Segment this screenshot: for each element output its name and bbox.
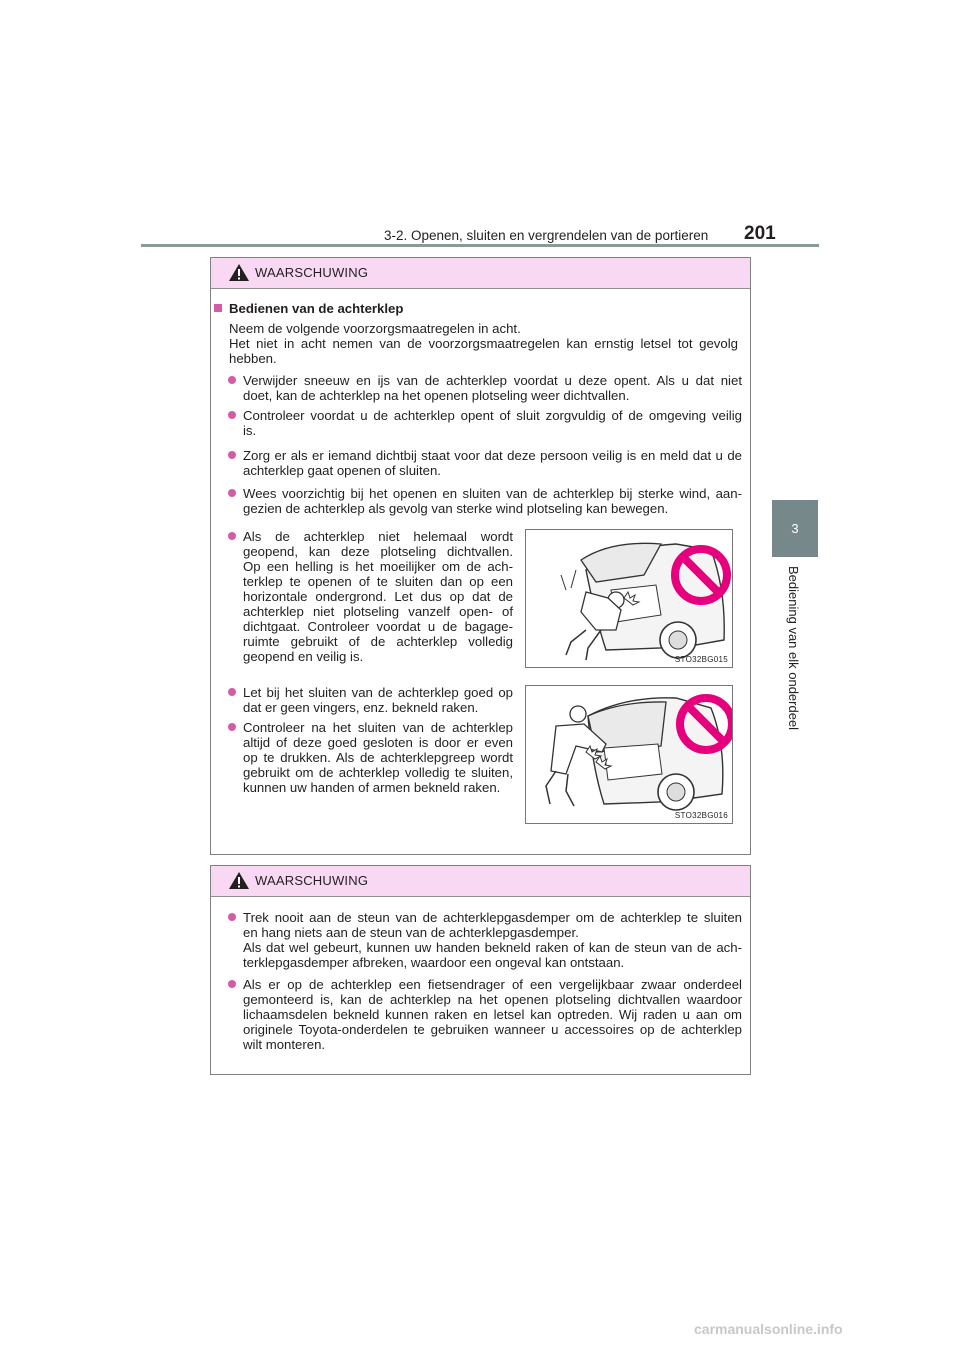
- bullet-6-line: dat er geen vingers, enz. bekneld raken.: [243, 700, 479, 715]
- bullet-5-line: dichtgaat. Controleer voordat u de bagage-: [243, 619, 513, 634]
- bullet-3-line-2: achterklep gaat openen of sluiten.: [243, 463, 441, 478]
- warning-title: WAARSCHUWING: [255, 873, 369, 888]
- w2-b2-line: originele Toyota-onderdelen te gebruiken wanneer u accessoires op de achterklep: [243, 1022, 742, 1037]
- bullet-7-line: kunnen uw handen of armen bekneld raken.: [243, 780, 501, 795]
- bullet-icon: [228, 980, 236, 988]
- bullet-3-line-1: Zorg er als er iemand dichtbij staat voor dat deze persoon veilig is en meld dat u de: [243, 448, 742, 463]
- warning2-bullet-2-text: [243, 977, 742, 1052]
- bullet-7-line: op te drukken. Als de achterklepgreep wordt: [243, 750, 513, 765]
- bullet-icon: [228, 913, 236, 921]
- figure-tailgate-falling: [525, 529, 733, 668]
- tailgate-closing-illustration: [526, 686, 732, 823]
- page-number: 201: [744, 223, 776, 244]
- bullet-5-line: ruimte gebruikt of de achterklep volledig: [243, 634, 513, 649]
- w2-b2-line: gemonteerd is, kan de achterklep na het openen plotseling dichtvallen waardoor: [243, 992, 742, 1007]
- bullet-icon: [228, 532, 236, 540]
- warning-header: [211, 866, 750, 897]
- bullet-icon: [228, 376, 236, 384]
- bullet-4-line-1: Wees voorzichtig bij het openen en sluiten van de achterklep bij sterke wind, aan-: [243, 486, 742, 501]
- w2-b1-line: Trek nooit aan de steun van de achterklepgasdemper om de achterklep te sluiten: [243, 910, 742, 925]
- intro-line-1: Neem de volgende voorzorgsmaatregelen in acht.: [229, 321, 521, 336]
- figure-code: STO32BG015: [674, 655, 728, 664]
- figure-code: STO32BG016: [674, 811, 728, 820]
- w2-b2-line: lichaamsdelen bekneld kunnen raken en letsel kan optreden. Wij raden u aan om: [243, 1007, 742, 1022]
- bullet-icon: [228, 723, 236, 731]
- figure-hands-trapped: [525, 685, 733, 824]
- running-header: 3-2. Openen, sluiten en vergrendelen van de portieren: [384, 228, 709, 243]
- bullet-5-line: Op een helling is het moeilijker om de ach-: [243, 559, 513, 574]
- bullet-7-line: Controleer na het sluiten van de achterklep: [243, 720, 513, 735]
- bullet-5-line: geopend en veilig is.: [243, 649, 364, 664]
- bullet-7-line: altijd of deze goed gesloten is door er even: [243, 735, 513, 750]
- w2-b1-line: Als dat wel gebeurt, kunnen uw handen bekneld raken of kan de steun van de ach-: [243, 940, 742, 955]
- bullet-1-line-2: doet, kan de achterklep na het openen plotseling weer dichtvallen.: [243, 388, 630, 403]
- intro-line-3: hebben.: [229, 351, 277, 366]
- bullet-6-line: Let bij het sluiten van de achterklep goed op: [243, 685, 513, 700]
- bullet-5-line: Als de achterklep niet helemaal wordt: [243, 529, 513, 544]
- bullet-1-line-1: Verwijder sneeuw en ijs van de achterklep voordat u deze opent. Als u dat niet: [243, 373, 742, 388]
- bullet-4-line-2: gezien de achterklep als gevolg van sterke wind plotseling kan bewegen.: [243, 501, 669, 516]
- bullet-5-text: [243, 529, 513, 664]
- intro-line-2: Het niet in acht nemen van de voorzorgsmaatregelen kan ernstig letsel tot gevolg: [229, 336, 738, 351]
- warning-header: [211, 258, 750, 289]
- warning-triangle-icon: [228, 871, 250, 890]
- bullet-2-line-2: is.: [243, 423, 257, 438]
- chapter-side-label: Bediening van elk onderdeel: [786, 566, 801, 731]
- w2-b2-line: Als er op de achterklep een fietsendrager of een vergelijkbaar zwaar onderdeel: [243, 977, 742, 992]
- bullet-7-line: gebruikt om de achterklep volledig te sluiten,: [243, 765, 513, 780]
- bullet-5-line: achterklep niet plotseling vanzelf open- of: [243, 604, 513, 619]
- warning-title: WAARSCHUWING: [255, 265, 369, 280]
- bullet-icon: [228, 489, 236, 497]
- bullet-icon: [228, 411, 236, 419]
- bullet-7-text: [243, 720, 513, 795]
- bullet-5-line: terklep te openen of te sluiten dan op een: [243, 574, 513, 589]
- bullet-5-line: horizontale ondergrond. Let dus op dat de: [243, 589, 513, 604]
- bullet-icon: [228, 688, 236, 696]
- w2-b1-line: en hang niets aan de steun van de achterklepgasdemper.: [243, 925, 579, 940]
- tailgate-illustration: [526, 530, 732, 667]
- bullet-icon: [228, 451, 236, 459]
- section-title: Bedienen van de achterklep: [229, 301, 404, 316]
- w2-b2-line: wilt monteren.: [243, 1037, 326, 1052]
- footer-watermark[interactable]: carmanualsonline.info: [694, 1321, 843, 1337]
- chapter-tab: [772, 500, 818, 557]
- w2-b1-line: terklepgasdemper afbreken, waardoor een ongeval kan ontstaan.: [243, 955, 625, 970]
- section-square-icon: [214, 304, 222, 312]
- header-rule: [141, 244, 819, 247]
- warning-triangle-icon: [228, 263, 250, 282]
- warning2-bullet-1-text: [243, 910, 742, 970]
- bullet-6-text: [243, 685, 513, 715]
- bullet-2-line-1: Controleer voordat u de achterklep opent of sluit zorgvuldig of de omgeving veilig: [243, 408, 742, 423]
- bullet-5-line: geopend, kan deze plotseling dichtvallen.: [243, 544, 513, 559]
- chapter-number: 3: [791, 521, 799, 536]
